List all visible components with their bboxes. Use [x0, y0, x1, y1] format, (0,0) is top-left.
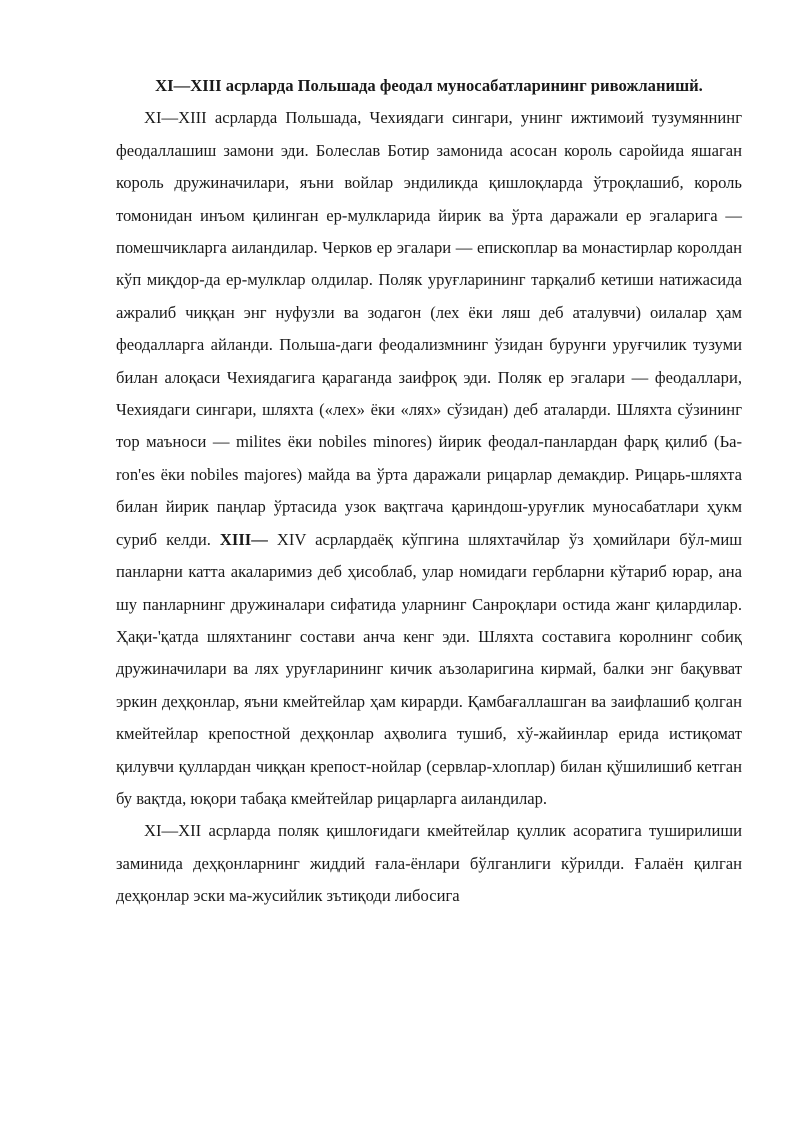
- paragraph-peasant-unrest: XI—XII асрларда поляк қишлоғидаги кмейтейлар қуллик асоратига туширилиши заминида деҳқонларнинг жиддий ғала-ёнлари бўлганлиги кўрилди. Ғалаён қилган деҳқонлар эски ма-жусийлик зътиқоди либосига: [116, 821, 742, 906]
- bold-century-marker: XIII—: [219, 529, 268, 549]
- section-heading: XI—XIII асрларда Польшада феодал муносабатларининг ривожланишй.: [155, 76, 703, 95]
- paragraph-feudalization: [116, 102, 742, 815]
- paragraph-text-part2: XIV асрлардаёқ кўпгина шляхтачйлар ўз ҳомийлари бўл-миш панларни катта акаларимиз деб ҳисоблаб, улар номидаги гербларни кўтариб юрар, ана шу панларнинг дружиналари сифатида уларнинг Санроқлари остида жанг қилардилар. Ҳақи-'қатда шляхтанинг состави анча кенг эди. Шляхта составига королнинг собиқ дружиначилари ва лях уруғларининг кичик аъзоларигина кирмай, балки энг бақувват эркин деҳқонлар, яъни кмейтейлар ҳам кирарди. Қамбағаллашган ва заифлашиб қолган кмейтейлар крепостной деҳқонлар аҳволига тушиб, хў-жайинлар ерида истиқомат қилувчи қуллардан чиққан крепост-нойлар (сервлар-хлоплар) билан қўшилишиб кетган бу вақтда, юқори табақа кмейтейлар рицарларга аиландилар.: [116, 529, 742, 808]
- paragraph-text-part1: XI—XIII асрларда Польшада, Чехиядаги сингари, унинг ижтимоий тузумяннинг феодаллашиш замони эди. Болеслав Ботир замонида асосан король саройида яшаган король дружиначилари, яъни войлар эндиликда қишлоқларда ўтроқлашиб, король томонидан инъом қилинган ер-мулкларида йирик ва ўрта даражали ер эгаларига — помешчикларга аиландилар. Черков ер эгалари — епископлар ва монастирлар королдан кўп миқдор-да ер-мулклар олдилар. Поляк уруғларининг тарқалиб кетиши натижасида ажралиб чиққан энг нуфузли ва зодагон (лех ёки ляш деб аталувчи) оилалар ҳам феодалларга айланди. Польша-даги феодализмнинг ўзидан бурунги уруғчилик тузуми билан алоқаси Чехиядагига қараганда заифроқ эди. Поляк ер эгалари — феодаллари, Чехиядаги сингари, шляхта («лех» ёки «лях» сўзидан) деб аталарди. Шляхта сўзининг тор маъноси — milites ёки nobiles minores) йирик феодал-панлардан фарқ қилиб (Ьа-ron'es ёки nobiles majores) майда ва ўрта даражали рицарлар демакдир. Рицарь-шляхта билан йирик паңлар ўртасида узок вақтгача қариндош-уруғлик муносабатлари ҳукм суриб келди.: [116, 108, 742, 549]
- document-page: [116, 70, 742, 913]
